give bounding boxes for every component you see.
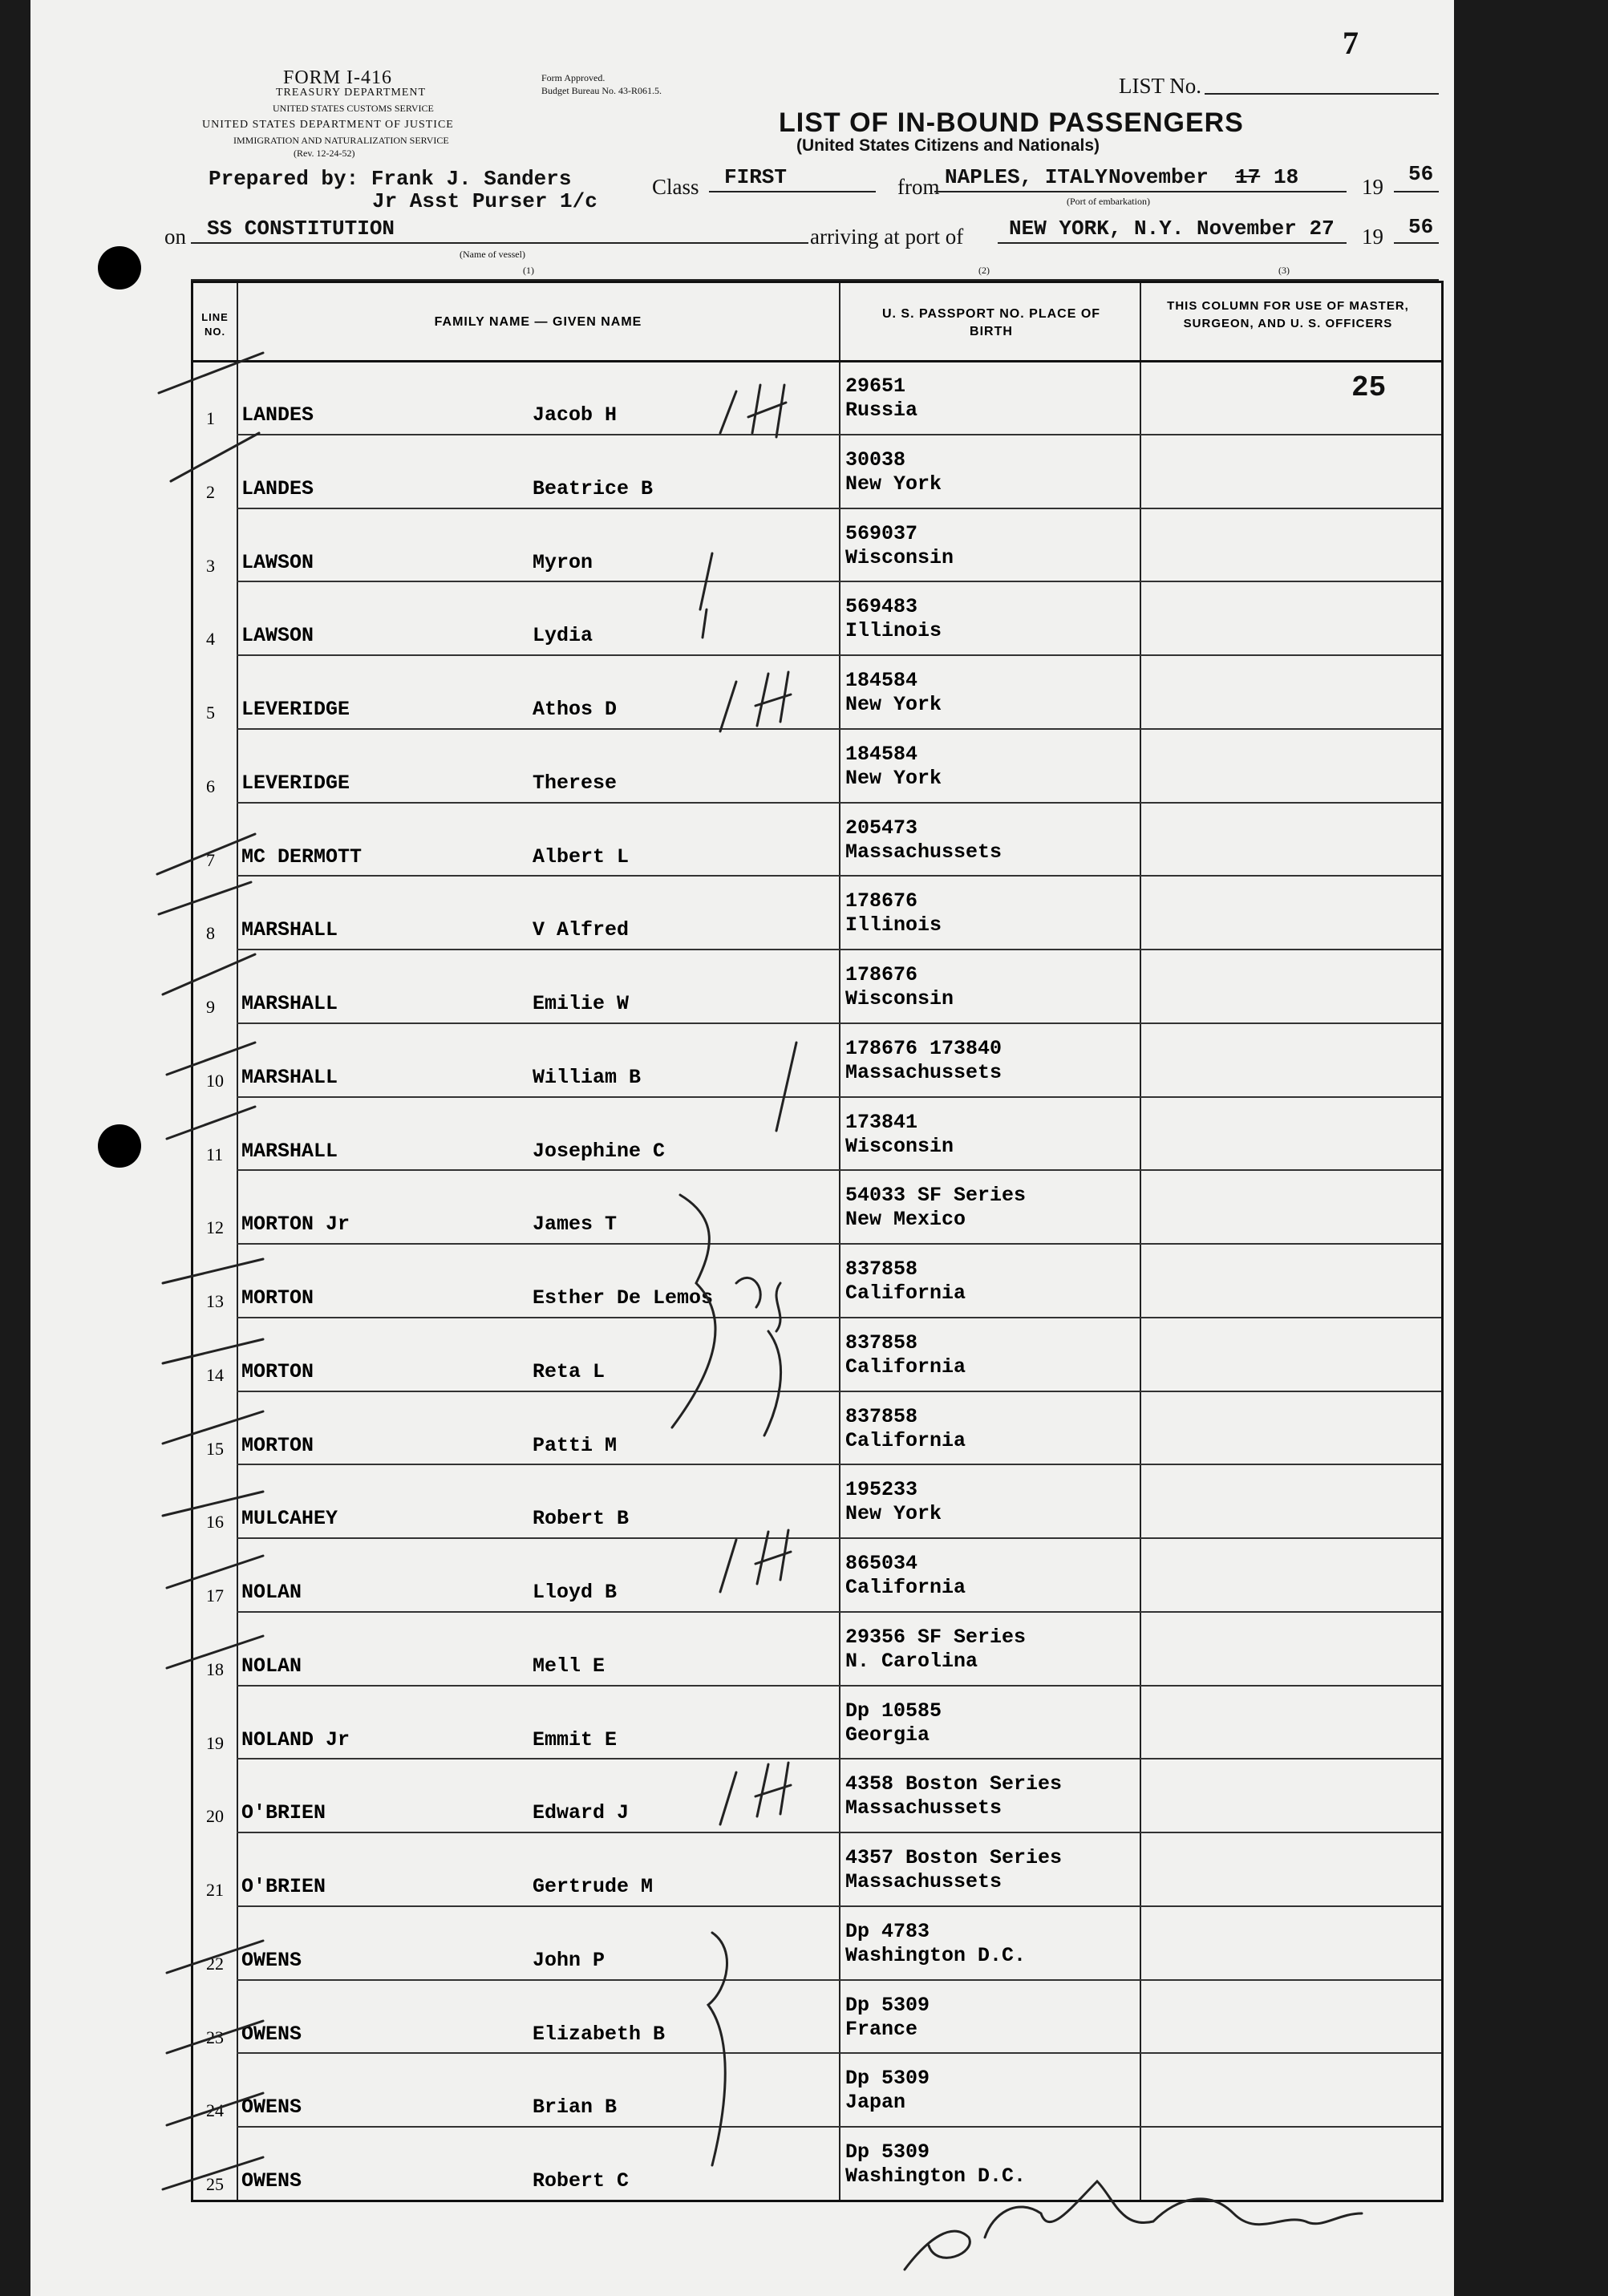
page-number-mark: 7 [1343, 25, 1359, 61]
given-name: Robert C [533, 2169, 630, 2193]
table-row [193, 1391, 1441, 1464]
family-name: OWENS [241, 2022, 302, 2046]
line-number: 13 [206, 1291, 224, 1312]
family-name: LEVERIDGE [241, 698, 350, 722]
on-label: on [164, 225, 186, 249]
place-of-birth: California [845, 1355, 966, 1379]
place-of-birth: Washington D.C. [845, 2164, 1027, 2189]
family-name: NOLAN [241, 1654, 302, 1678]
table-row [193, 1611, 1441, 1685]
list-no-line [1205, 93, 1439, 95]
place-of-birth: Japan [845, 2091, 906, 2115]
vessel-name: SS CONSTITUTION [207, 217, 395, 241]
given-name: Athos D [533, 698, 618, 722]
row-divider [237, 875, 1441, 877]
table-row [193, 1022, 1441, 1096]
place-of-birth: Russia [845, 399, 918, 422]
family-name: MARSHALL [241, 1139, 338, 1163]
place-of-birth: New York [845, 693, 942, 717]
place-of-birth: Washington D.C. [845, 1943, 1027, 1967]
family-name: LANDES [241, 476, 314, 500]
arrival-port-date: NEW YORK, N.Y. November 27 [1009, 217, 1335, 241]
passport-number: 178676 [845, 963, 918, 987]
passport-number: 569037 [845, 521, 918, 545]
passport-number: 837858 [845, 1330, 918, 1355]
prepared-by: Prepared by: Frank J. Sanders [209, 167, 572, 191]
passport-number: 205473 [845, 816, 918, 840]
row-divider [237, 1537, 1441, 1539]
arrival-year-line [1394, 242, 1439, 244]
row-divider [237, 1317, 1441, 1318]
line-number: 19 [206, 1732, 224, 1753]
given-name: Emilie W [533, 992, 630, 1016]
line-number: 12 [206, 1217, 224, 1238]
table-row [193, 802, 1441, 876]
list-title: LIST OF IN-BOUND PASSENGERS [779, 107, 1244, 138]
family-name: O'BRIEN [241, 1875, 326, 1899]
list-subtitle: (United States Citizens and Nationals) [796, 136, 1100, 155]
row-divider [237, 1685, 1441, 1687]
place-of-birth: Wisconsin [845, 1134, 954, 1158]
row-divider [237, 1758, 1441, 1759]
row-divider [237, 2126, 1441, 2128]
passport-number: Dp 5309 [845, 2140, 930, 2164]
form-approved: Form Approved. [541, 72, 606, 83]
class-value: FIRST [724, 165, 788, 189]
line-number: 21 [206, 1880, 224, 1901]
family-name: MARSHALL [241, 1065, 338, 1089]
passport-number: 837858 [845, 1404, 918, 1428]
place-of-birth: Georgia [845, 1723, 930, 1747]
table-row [193, 1758, 1441, 1832]
table-row [193, 875, 1441, 949]
given-name: Beatrice B [533, 476, 654, 500]
place-of-birth: New Mexico [845, 1208, 966, 1232]
given-name: Therese [533, 771, 618, 795]
row-divider [237, 949, 1441, 950]
table-row [193, 1464, 1441, 1537]
class-line [709, 191, 876, 192]
arrival-year: 56 [1408, 215, 1434, 239]
passport-number: 173841 [845, 1110, 918, 1134]
place-of-birth: New York [845, 766, 942, 790]
line-number: 2 [206, 481, 215, 502]
table-row [193, 1537, 1441, 1611]
line-number: 8 [206, 923, 215, 944]
col-header-line-no: LINE NO. [201, 311, 229, 338]
place-of-birth: Massachussets [845, 1796, 1002, 1820]
arrival-line [998, 242, 1347, 244]
passport-number: 29356 SF Series [845, 1625, 1027, 1649]
family-name: MORTON [241, 1286, 314, 1310]
family-name: NOLAN [241, 1581, 302, 1605]
line-number: 4 [206, 629, 215, 650]
form-number: FORM I-416 [283, 67, 393, 88]
from-line [934, 191, 1347, 192]
arrival-year-prefix: 19 [1362, 225, 1383, 249]
line-number: 1 [206, 408, 215, 428]
form-sheet [30, 0, 1454, 2296]
passport-number: 4358 Boston Series [845, 1772, 1063, 1796]
line-number: 9 [206, 997, 215, 1018]
family-name: MARSHALL [241, 918, 338, 942]
given-name: Reta L [533, 1359, 606, 1383]
row-divider [237, 1391, 1441, 1392]
arriving-label: arriving at port of [810, 225, 964, 249]
dept-treasury: TREASURY DEPARTMENT [276, 87, 427, 99]
given-name: Patti M [533, 1433, 618, 1457]
from-label: from [897, 175, 940, 199]
line-number: 18 [206, 1658, 224, 1679]
row-divider [237, 802, 1441, 804]
family-name: LANDES [241, 403, 314, 427]
binder-hole [98, 246, 141, 290]
port-of-embarkation-note: (Port of embarkation) [1067, 196, 1150, 207]
row-divider [237, 728, 1441, 730]
given-name: Edward J [533, 1801, 630, 1825]
given-name: Myron [533, 550, 593, 574]
table-row [193, 2126, 1441, 2200]
table-row [193, 434, 1441, 508]
passenger-table [191, 281, 1444, 2202]
line-number: 7 [206, 849, 215, 870]
line-number: 15 [206, 1438, 224, 1459]
given-name: Robert B [533, 1507, 630, 1531]
table-row [193, 949, 1441, 1022]
col-header-passport: U. S. PASSPORT NO. PLACE OF BIRTH [881, 307, 1101, 338]
dept-justice: UNITED STATES DEPARTMENT OF JUSTICE [202, 119, 454, 131]
row-divider [237, 1979, 1441, 1981]
passport-number: Dp 5309 [845, 1993, 930, 2017]
line-number: 25 [206, 2174, 224, 2195]
row-divider [237, 654, 1441, 656]
family-name: MORTON [241, 1359, 314, 1383]
line-number: 6 [206, 775, 215, 796]
family-name: NOLAND Jr [241, 1727, 350, 1751]
place-of-birth: Massachussets [845, 1870, 1002, 1894]
row-divider [237, 1243, 1441, 1245]
row-divider [237, 434, 1441, 435]
class-label: Class [652, 175, 699, 199]
passport-number: Dp 10585 [845, 1699, 942, 1723]
place-of-birth: Illinois [845, 913, 942, 937]
passport-number: 184584 [845, 669, 918, 693]
table-row [193, 1905, 1441, 1979]
place-of-birth: Massachussets [845, 840, 1002, 864]
row-divider [237, 581, 1441, 582]
family-name: OWENS [241, 1948, 302, 1972]
family-name: LAWSON [241, 624, 314, 648]
place-of-birth: Wisconsin [845, 545, 954, 569]
passport-number: 837858 [845, 1257, 918, 1282]
given-name: John P [533, 1948, 606, 1972]
place-of-birth: California [845, 1282, 966, 1306]
col-header-name: FAMILY NAME — GIVEN NAME [434, 315, 642, 329]
given-name: Lloyd B [533, 1581, 618, 1605]
passport-number: 54033 SF Series [845, 1184, 1027, 1208]
given-name: Esther De Lemos [533, 1286, 714, 1310]
year-prefix: 19 [1362, 175, 1383, 199]
line-number: 11 [206, 1144, 224, 1164]
from-day: 18 [1274, 165, 1299, 189]
given-name: Jacob H [533, 403, 618, 427]
from-month: November [1108, 165, 1209, 189]
line-number: 20 [206, 1806, 224, 1827]
table-row [193, 1979, 1441, 2053]
binder-hole [98, 1124, 141, 1168]
table-row [193, 508, 1441, 581]
given-name: V Alfred [533, 918, 630, 942]
budget-bureau: Budget Bureau No. 43-R061.5. [541, 85, 662, 96]
passport-number: 865034 [845, 1552, 918, 1576]
row-divider [237, 1096, 1441, 1098]
given-name: Lydia [533, 624, 593, 648]
line-number: 5 [206, 703, 215, 723]
row-divider [237, 1905, 1441, 1907]
table-row [193, 654, 1441, 728]
line-number: 3 [206, 555, 215, 576]
family-name: LEVERIDGE [241, 771, 350, 795]
column-number-2: (2) [978, 265, 990, 276]
family-name: O'BRIEN [241, 1801, 326, 1825]
place-of-birth: California [845, 1576, 966, 1600]
row-divider [237, 2052, 1441, 2054]
table-row [193, 2052, 1441, 2126]
passport-number: 29651 [845, 375, 906, 398]
row-divider [237, 1611, 1441, 1613]
column-number-3: (3) [1278, 265, 1290, 276]
vessel-line [191, 242, 808, 244]
given-name: Elizabeth B [533, 2022, 666, 2046]
year-line [1394, 191, 1439, 192]
place-of-birth: New York [845, 1502, 942, 1526]
family-name: OWENS [241, 2169, 302, 2193]
given-name: William B [533, 1065, 642, 1089]
table-row [193, 581, 1441, 654]
line-number: 24 [206, 2100, 224, 2121]
table-row [193, 1169, 1441, 1243]
family-name: OWENS [241, 2096, 302, 2120]
line-number: 16 [206, 1512, 224, 1533]
given-name: Josephine C [533, 1139, 666, 1163]
from-date-struck: 17 [1235, 165, 1261, 189]
passport-number: 178676 173840 [845, 1036, 1002, 1060]
passport-number: Dp 4783 [845, 1919, 930, 1943]
column-number-1: (1) [523, 265, 534, 276]
line-number: 14 [206, 1364, 224, 1385]
passport-number: 30038 [845, 447, 906, 472]
dept-immigration: IMMIGRATION AND NATURALIZATION SERVICE [233, 135, 449, 146]
table-row [193, 1096, 1441, 1170]
passport-number: 178676 [845, 889, 918, 913]
row-divider [237, 1464, 1441, 1465]
passport-number: 195233 [845, 1478, 918, 1502]
table-row [193, 1317, 1441, 1391]
row-divider [237, 1169, 1441, 1171]
table-row [193, 1685, 1441, 1759]
family-name: MC DERMOTT [241, 844, 363, 869]
given-name: Brian B [533, 2096, 618, 2120]
given-name: Emmit E [533, 1727, 618, 1751]
family-name: MORTON Jr [241, 1213, 350, 1237]
prepared-by-title: Jr Asst Purser 1/c [372, 189, 597, 213]
given-name: James T [533, 1213, 618, 1237]
table-row [193, 360, 1441, 434]
line-number: 23 [206, 2027, 224, 2047]
list-no-label: LIST No. [1119, 74, 1202, 98]
given-name: Gertrude M [533, 1875, 654, 1899]
place-of-birth: Massachussets [845, 1060, 1002, 1084]
family-name: MORTON [241, 1433, 314, 1457]
family-name: MULCAHEY [241, 1507, 338, 1531]
row-divider [237, 508, 1441, 509]
place-of-birth: France [845, 2017, 918, 2041]
officer-count: 25 [1351, 371, 1387, 404]
place-of-birth: New York [845, 472, 942, 496]
vessel-note: (Name of vessel) [460, 249, 525, 260]
passport-number: 569483 [845, 595, 918, 619]
col-header-officers: THIS COLUMN FOR USE OF MASTER, SURGEON, AND U. S. OFFICERS [1167, 299, 1409, 330]
dept-customs: UNITED STATES CUSTOMS SERVICE [273, 103, 434, 114]
row-divider [237, 1832, 1441, 1833]
given-name: Mell E [533, 1654, 606, 1678]
row-divider [237, 1022, 1441, 1024]
passport-number: 4357 Boston Series [845, 1846, 1063, 1870]
form-revision: (Rev. 12-24-52) [294, 148, 355, 159]
place-of-birth: Wisconsin [845, 987, 954, 1011]
line-number: 10 [206, 1070, 224, 1091]
place-of-birth: California [845, 1428, 966, 1452]
table-row [193, 1832, 1441, 1905]
passport-number: Dp 5309 [845, 2067, 930, 2091]
table-row [193, 728, 1441, 802]
line-number: 22 [206, 1953, 224, 1974]
from-value: NAPLES, ITALY [945, 165, 1108, 189]
given-name: Albert L [533, 844, 630, 869]
family-name: MARSHALL [241, 992, 338, 1016]
year-value: 56 [1408, 162, 1434, 186]
table-row [193, 1243, 1441, 1317]
line-number: 17 [206, 1585, 224, 1606]
place-of-birth: N. Carolina [845, 1649, 978, 1673]
place-of-birth: Illinois [845, 619, 942, 643]
family-name: LAWSON [241, 550, 314, 574]
passport-number: 184584 [845, 742, 918, 766]
